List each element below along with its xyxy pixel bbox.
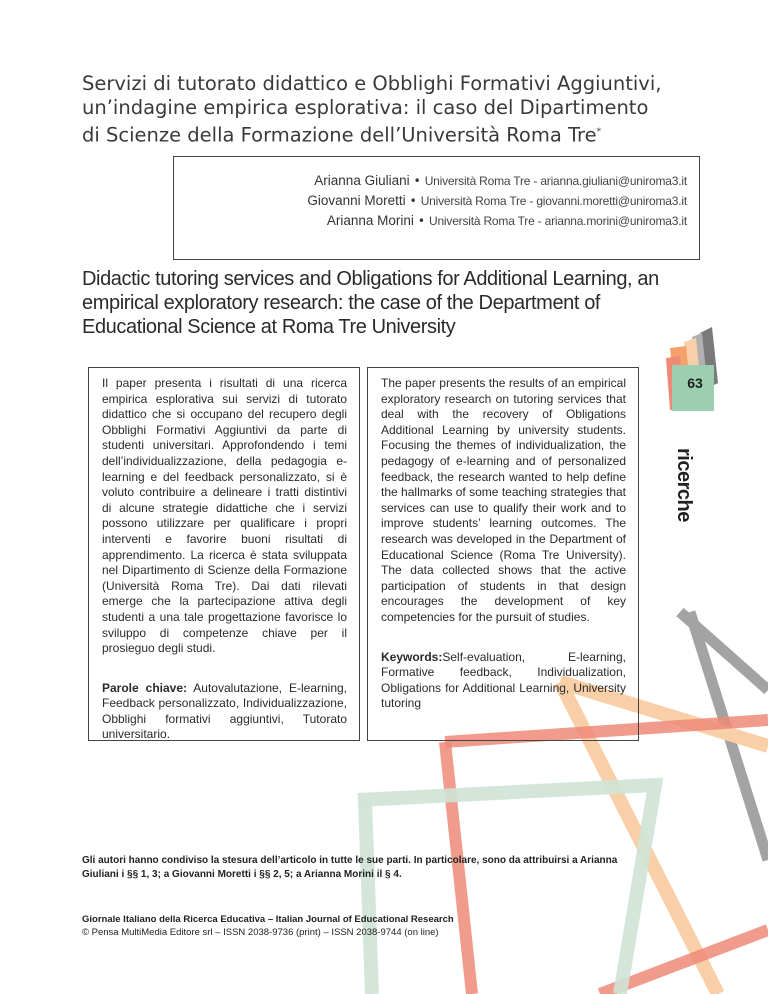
abstract-italian — [88, 367, 360, 741]
author-affiliation: Università Roma Tre - giovanni.moretti@uniroma3.it — [420, 194, 687, 208]
abstract-text: The paper presents the results of an empirical exploratory research on tutoring services that deal with the recovery of Obligations Additional Learning by university students. Focusing the themes of individualization, the pedagogy of e-learning and of personalized feedback, the research wanted to help define the hallmarks of some teaching strategies that services can use to qualify their work and to improve students’ learning outcomes. The research was developed in the Department of Educational Science (Roma Tre University). The data collected shows that the active participation of students in that design encourages the development of key competencies for the pursuit of studies. — [381, 376, 626, 624]
author-name: Arianna Morini — [326, 213, 414, 228]
journal-info — [82, 914, 642, 939]
page-number: 63 — [687, 375, 703, 391]
article-title-italian: Servizi di tutorato didattico e Obblighi Formativi Aggiuntivi, un’indagine empirica esplorativa: il caso del Dipartimento di Scienze della Formazione dell’Università Roma Tre* — [82, 72, 662, 147]
bullet-separator: • — [417, 214, 425, 228]
author-affiliation: Università Roma Tre - arianna.giuliani@uniroma3.it — [424, 174, 687, 188]
bullet-separator: • — [413, 174, 421, 188]
author-entry — [307, 211, 687, 231]
authors-box — [173, 156, 700, 260]
publisher-line: © Pensa MultiMedia Editore srl – ISSN 2038-9736 (print) – ISSN 2038-9744 (on line) — [82, 926, 439, 938]
bullet-separator: • — [409, 194, 417, 208]
keywords-label: Keywords: — [381, 649, 443, 664]
keywords-text: Self-evaluation, E-learning, Formative feedback, Individualization, Obligations for Additional Learning, University tutoring — [381, 649, 626, 711]
author-list — [307, 171, 687, 231]
author-entry — [307, 171, 687, 191]
keywords — [381, 650, 626, 712]
keywords — [102, 681, 347, 743]
author-name: Arianna Giuliani — [314, 173, 410, 188]
journal-title: Giornale Italiano della Ricerca Educativa – Italian Journal of Educational Research — [82, 914, 454, 925]
abstract-text: Il paper presenta i risultati di una ricerca empirica esplorativa sui servizi di tutorato didattico che si occupano del recupero degli Obblighi Formativi Aggiuntivi da parte di studenti universitari. Approfondendo i temi dell’individualizzazione, della pedagogia e-learning e del feedback personalizzato, si è voluto contribuire a delineare i tratti distintivi di alcune strategie didattiche che i servizi possono utilizzare per qualificare i propri interventi e favorire buoni risultati di apprendimento. La ricerca è stata sviluppata nel Dipartimento di Scienze della Formazione (Università Roma Tre). Dai dati rilevati emerge che la partecipazione attiva degli studenti a una tale progettazione favorisce lo sviluppo di competenze chiave per il prosieguo degli studi. — [102, 376, 347, 656]
section-label: ricerche — [673, 448, 695, 522]
author-contribution-footnote: Gli autori hanno condiviso la stesura dell’articolo in tutte le sue parti. In particolare, sono da attribuirsi a Arianna Giuliani i §§ 1, 3; a Giovanni Moretti i §§ 2, 5; a Arianna Morini il § 4. — [82, 855, 618, 880]
title-footnote-marker: * — [596, 127, 602, 137]
author-entry — [307, 191, 687, 211]
keywords-label: Parole chiave: — [102, 680, 187, 695]
green-frame — [358, 785, 655, 994]
article-title-english: Didactic tutoring services and Obligations for Additional Learning, an empirical exploratory research: the case of the Department of Educational Science at Roma Tre University — [82, 268, 659, 338]
author-affiliation: Università Roma Tre - arianna.morini@uniroma3.it — [428, 214, 687, 228]
keywords-text: Autovalutazione, E-learning, Feedback personalizzato, Individualizzazione, Obblighi formativi aggiuntivi, Tutorato universitario. — [102, 680, 348, 742]
author-name: Giovanni Moretti — [307, 193, 406, 208]
abstract-english — [367, 367, 639, 741]
